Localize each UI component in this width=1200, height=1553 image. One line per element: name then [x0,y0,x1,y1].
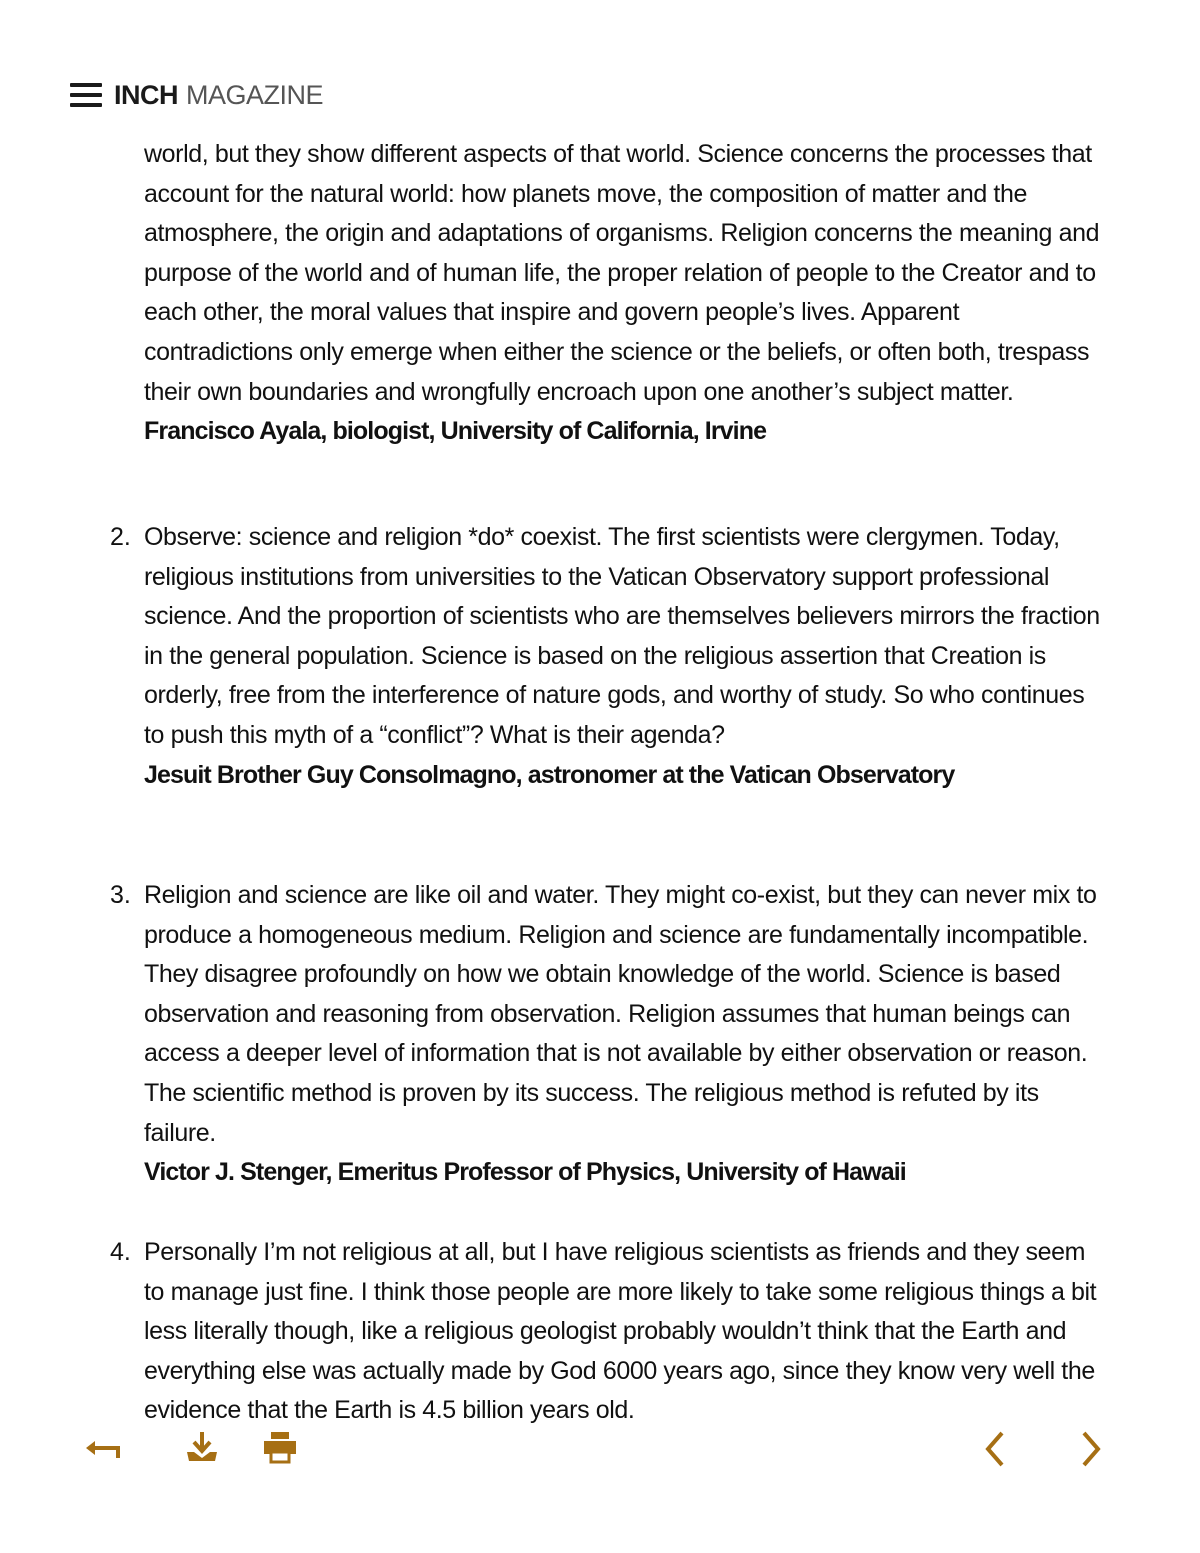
chevron-right-icon[interactable] [1070,1428,1110,1468]
back-return-icon[interactable] [82,1428,122,1468]
continued-paragraph: world, but they show different aspects of that world. Science concerns the processes that account for the natural world: how planets move, the composition of matter and the atmosphere, the origin and adaptations of organisms. Religion concerns the meaning and purpose of the world and of human life, the proper relation of people to the Creator and to each other, the moral values that inspire and govern people’s lives. Apparent contradictions only emerge when either the science or the beliefs, or often both, trespass their own boundaries and wrongfully encroach upon one another’s subject matter. [144,140,1100,406]
hamburger-menu-icon[interactable] [70,83,102,107]
list-item-number: 4. [110,1238,131,1266]
continued-item [144,135,1104,452]
brand-name-light: MAGAZINE [186,79,324,110]
bottom-toolbar [0,1420,1200,1480]
list-item-text: Religion and science are like oil and water. They might co-exist, but they can never mix to produce a homogeneous medium. Religion and science are fundamentally incompatible. They disagree profoundly on how we obtain knowledge of the world. Science is based observation and reasoning from observation. Religion assumes that human beings can access a deeper level of information that is not available by either observation or reason. The scientific method is proven by its success. The religious method is refuted by its failure. [144,881,1097,1147]
list-item-number: 3. [110,881,131,909]
list-item-number: 2. [110,523,131,551]
article-viewport[interactable] [0,135,1200,1425]
print-icon[interactable] [260,1428,300,1468]
list-item [110,1233,1104,1431]
list-item [110,518,1104,795]
chevron-left-icon[interactable] [976,1428,1016,1468]
brand-name-strong: INCH [114,79,178,110]
list-item-attribution: Victor J. Stenger, Emeritus Professor of Physics, University of Hawaii [144,1158,906,1187]
list-item-attribution: Jesuit Brother Guy Consolmagno, astronomer at the Vatican Observatory [144,760,955,789]
list-item-text: Observe: science and religion *do* coexist. The first scientists were clergymen. Today, religious institutions from universities to the Vatican Observatory support professional science. And the proportion of scientists who are themselves believers mirrors the fraction in the general population. Science is based on the religious assertion that Creation is orderly, free from the interference of nature gods, and worthy of study. So who continues to push this myth of a “conflict”? What is their agenda? [144,523,1100,749]
continued-attribution: Francisco Ayala, biologist, University of California, Irvine [144,417,767,446]
list-item [110,876,1104,1193]
brand-logo[interactable] [114,79,324,110]
app-header [70,78,323,112]
download-icon[interactable] [182,1428,222,1468]
list-item-text: Personally I’m not religious at all, but I have religious scientists as friends and they seem to manage just fine. I think those people are more likely to take some religious things a bit less literally though, like a religious geologist probably wouldn’t think that the Earth and everything else was actually made by God 6000 years ago, since they know very well the evidence that the Earth is 4.5 billion years old. [144,1238,1097,1425]
